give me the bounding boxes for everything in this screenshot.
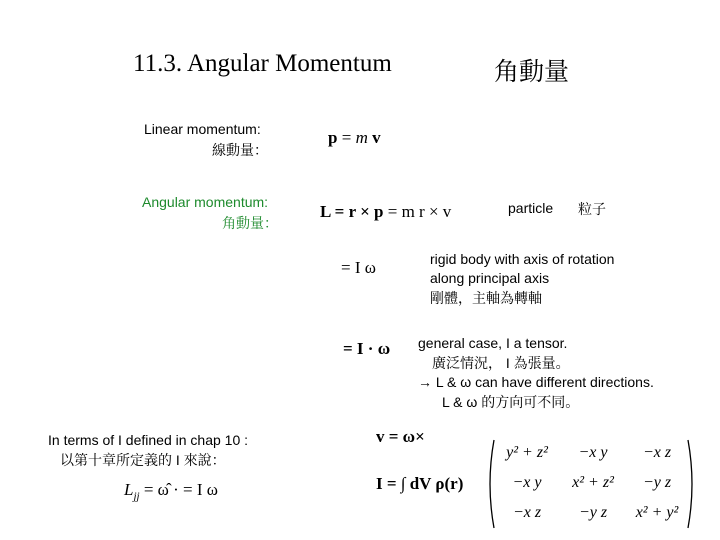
particle-label-chinese: 粒子 (578, 201, 606, 217)
formula-m-r-cross-v: = m r × v (387, 202, 452, 221)
linear-momentum-label-chinese: 線動量： (212, 142, 268, 158)
inertia-tensor-matrix (486, 438, 696, 530)
linear-momentum-formula (328, 128, 381, 148)
matrix-cell: −x z (512, 504, 542, 521)
matrix-cell: −y z (578, 504, 608, 521)
matrix-cell: −x y (578, 444, 608, 461)
rigid-body-formula: = I ω (341, 258, 376, 277)
rigid-body-line-2: along principal axis (430, 270, 550, 286)
rigid-body-line-1: rigid body with axis of rotation (430, 251, 615, 267)
slide-title-chinese: 角動量 (494, 59, 570, 86)
angular-momentum-label-chinese: 角動量： (222, 215, 278, 231)
matrix-cell: x² + y² (635, 504, 679, 521)
formula-r-cross-p: = r × p (330, 202, 388, 221)
formula-p: p (328, 128, 338, 147)
Ljj-subscript: jj (133, 490, 140, 503)
matrix-cell: −x z (642, 444, 672, 461)
angular-momentum-formula (320, 202, 451, 222)
particle-label: particle (508, 200, 554, 216)
Ljj-L: L (124, 480, 134, 499)
rigid-body-line-3: 剛體，主軸為轉軸 (430, 290, 542, 306)
formula-L: L (320, 202, 331, 221)
general-case-line-2: 廣泛情況， I 為張量。 (432, 355, 570, 371)
inertia-integral-formula: I = ∫ dV ρ(r) (376, 474, 464, 493)
general-case-line-4: L & ω 的方向可不同。 (442, 394, 580, 410)
general-case-line-1: general case, I a tensor. (418, 335, 568, 351)
formula-equals: = (341, 128, 356, 147)
formula-m: m (355, 128, 368, 147)
matrix-cell: −y z (642, 474, 672, 491)
general-case-line-3: → L & ω can have different directions. (418, 374, 654, 390)
Ljj-formula (124, 480, 218, 502)
formula-v: v (372, 128, 381, 147)
linear-momentum-label: Linear momentum: (144, 121, 261, 137)
v-omega-cross-formula: v = ω× (376, 427, 425, 446)
matrix-cell: y² + z² (506, 444, 548, 461)
terms-label: In terms of I defined in chap 10 : (48, 432, 249, 448)
general-case-formula: = I · ω (343, 339, 391, 358)
terms-label-chinese: 以第十章所定義的 I 來說： (60, 452, 226, 468)
matrix-cell: −x y (512, 474, 542, 491)
matrix-cell: x² + z² (572, 474, 614, 491)
Ljj-rest: = ω̂ · = I ω (139, 480, 218, 499)
angular-momentum-label: Angular momentum: (142, 194, 269, 210)
slide-title: 11.3. Angular Momentum (133, 50, 392, 77)
